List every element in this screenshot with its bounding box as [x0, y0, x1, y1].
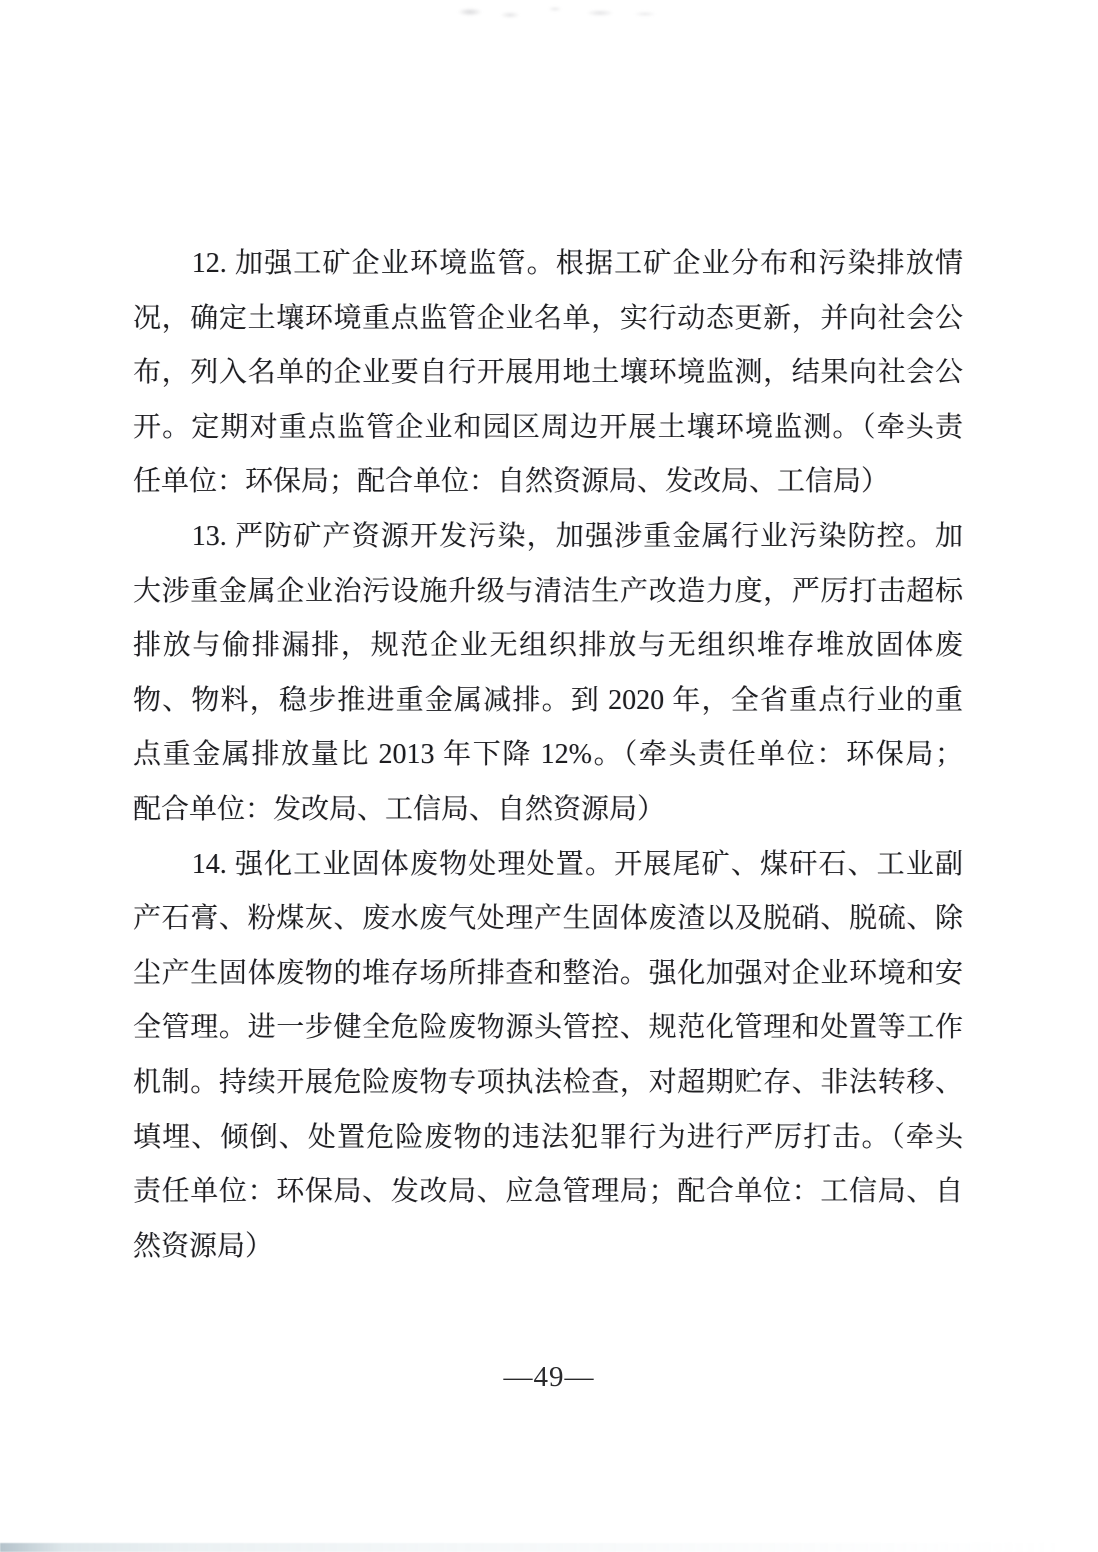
paragraph-14 [133, 838, 963, 1275]
text-line: 全管理。进一步健全危险废物源头管控、规范化管理和处置等工作 [133, 1012, 963, 1044]
page-number: —49— [503, 1361, 595, 1393]
document-body [133, 237, 963, 1274]
text-line: 12. 加强工矿企业环境监管。根据工矿企业分布和污染排放情 [191, 248, 963, 279]
text-line: 况，确定土壤环境重点监管企业名单，实行动态更新，并向社会公 [133, 302, 963, 334]
text-line: 布，列入名单的企业要自行开展用地土壤环境监测，结果向社会公 [133, 357, 963, 389]
scan-artifact-bottom-edge [0, 1543, 1060, 1552]
text-line: 13. 严防矿产资源开发污染，加强涉重金属行业污染防控。加 [191, 520, 963, 552]
paragraph-13 [133, 510, 963, 838]
text-line: 填埋、倾倒、处置危险废物的违法犯罪行为进行严厉打击。（牵头 [133, 1121, 963, 1153]
text-line: 排放与偷排漏排，规范企业无组织排放与无组织堆存堆放固体废 [133, 630, 963, 662]
text-line: 然资源局） [133, 1230, 274, 1262]
text-line: 点重金属排放量比 2013 年下降 12%。（牵头责任单位：环保局； [133, 739, 963, 771]
text-line: 开。定期对重点监管企业和园区周边开展土壤环境监测。（牵头责 [133, 411, 963, 443]
text-line: 机制。持续开展危险废物专项执法检查，对超期贮存、非法转移、 [133, 1066, 963, 1098]
text-line: 14. 强化工业固体废物处理处置。开展尾矿、煤矸石、工业副 [191, 848, 963, 880]
text-line: 配合单位：发改局、工信局、自然资源局） [133, 793, 666, 825]
paragraph-12 [133, 237, 963, 510]
text-line: 物、物料，稳步推进重金属减排。到 2020 年，全省重点行业的重 [133, 684, 963, 716]
text-line: 责任单位：环保局、发改局、应急管理局；配合单位：工信局、自 [133, 1176, 963, 1208]
text-line: 大涉重金属企业治污设施升级与清洁生产改造力度，严厉打击超标 [133, 575, 963, 607]
text-line: 尘产生固体废物的堆存场所排查和整治。强化加强对企业环境和安 [133, 957, 963, 989]
scan-artifact-top-smudge [450, 3, 665, 21]
text-line: 任单位：环保局；配合单位：自然资源局、发改局、工信局） [133, 466, 890, 498]
text-line: 产石膏、粉煤灰、废水废气处理产生固体废渣以及脱硝、脱硫、除 [133, 903, 963, 935]
